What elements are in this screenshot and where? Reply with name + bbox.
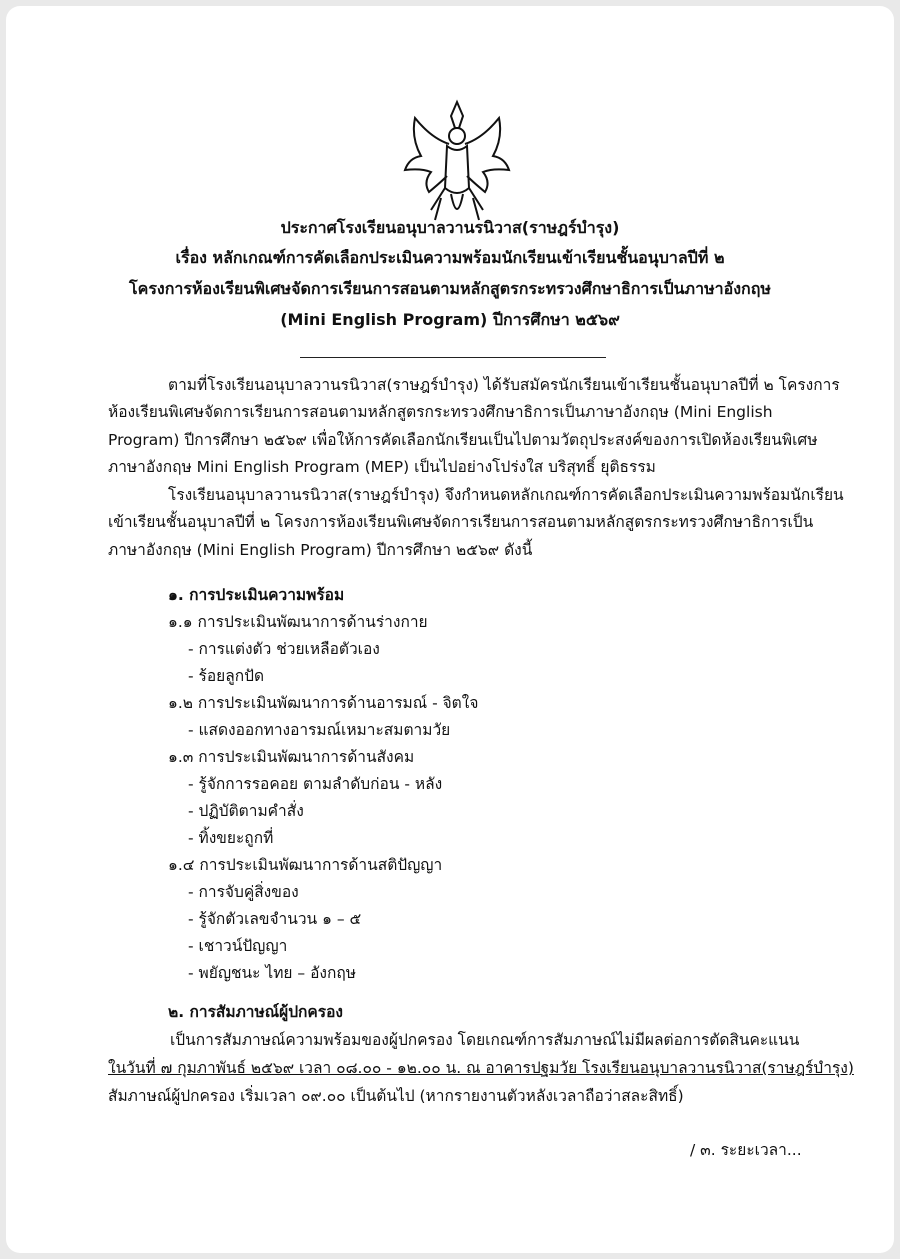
criteria-item: - ปฏิบัติตามคำสั่ง: [188, 802, 304, 820]
section1-title: ๑. การประเมินความพร้อม: [168, 586, 345, 604]
project-line: โครงการห้องเรียนพิเศษจัดการเรียนการสอนตามหลักสูตรกระทรวงศึกษาธิการเป็นภาษาอังกฤษ: [129, 279, 771, 298]
announcement-title: ประกาศโรงเรียนอนุบาลวานรนิวาส(ราษฎร์บำรุง): [280, 218, 620, 237]
criteria-heading: ๑.๓ การประเมินพัฒนาการด้านสังคม: [168, 748, 415, 766]
criteria-heading: ๑.๔ การประเมินพัฒนาการด้านสติปัญญา: [168, 856, 443, 874]
garuda-emblem-icon: [401, 98, 513, 226]
intro-line: ภาษาอังกฤษ (Mini English Program) ปีการศึกษา ๒๕๖๙ ดังนี้: [108, 541, 533, 559]
criteria-item: - เชาวน์ปัญญา: [188, 937, 288, 955]
program-year-line: (Mini English Program) ปีการศึกษา ๒๕๖๙: [280, 310, 620, 329]
intro-line: เข้าเรียนชั้นอนุบาลปีที่ ๒ โครงการห้องเรียนพิเศษจัดการเรียนการสอนตามหลักสูตรกระทรวงศึกษาธิการเป็น: [108, 513, 814, 531]
intro-line: โรงเรียนอนุบาลวานรนิวาส(ราษฎร์บำรุง) จึงกำหนดหลักเกณฑ์การคัดเลือกประเมินความพร้อมนักเรียน: [168, 486, 844, 504]
continued-marker: / ๓. ระยะเวลา...: [690, 1141, 802, 1159]
section2-title: ๒. การสัมภาษณ์ผู้ปกครอง: [168, 1003, 343, 1021]
criteria-item: - รู้จักตัวเลขจำนวน ๑ – ๕: [188, 910, 362, 928]
section2-text: สัมภาษณ์ผู้ปกครอง เริ่มเวลา ๐๙.๐๐ เป็นต้นไป (หากรายงานตัวหลังเวลาถือว่าสละสิทธิ์): [108, 1087, 684, 1105]
criteria-item: - การแต่งตัว ช่วยเหลือตัวเอง: [188, 640, 380, 658]
subject-line: เรื่อง หลักเกณฑ์การคัดเลือกประเมินความพร้อมนักเรียนเข้าเรียนชั้นอนุบาลปีที่ ๒: [175, 248, 725, 267]
criteria-item: - การจับคู่สิ่งของ: [188, 883, 299, 901]
criteria-item: - ทิ้งขยะถูกที่: [188, 829, 274, 847]
criteria-item: - แสดงออกทางอารมณ์เหมาะสมตามวัย: [188, 721, 451, 739]
intro-line: ตามที่โรงเรียนอนุบาลวานรนิวาส(ราษฎร์บำรุง) ได้รับสมัครนักเรียนเข้าเรียนชั้นอนุบาลปีที่ ๒ โครงการ: [168, 376, 840, 394]
section2-text: เป็นการสัมภาษณ์ความพร้อมของผู้ปกครอง โดยเกณฑ์การสัมภาษณ์ไม่มีผลต่อการตัดสินคะแนน: [170, 1031, 800, 1049]
criteria-item: - พยัญชนะ ไทย – อังกฤษ: [188, 964, 356, 982]
criteria-heading: ๑.๑ การประเมินพัฒนาการด้านร่างกาย: [168, 613, 428, 631]
criteria-item: - รู้จักการรอคอย ตามลำดับก่อน - หลัง: [188, 775, 443, 793]
title-divider: [300, 357, 606, 358]
intro-line: Program) ปีการศึกษา ๒๕๖๙ เพื่อให้การคัดเลือกนักเรียนเป็นไปตามวัตถุประสงค์ของการเปิดห้องเรียนพิเศษ: [108, 431, 818, 449]
intro-line: ห้องเรียนพิเศษจัดการเรียนการสอนตามหลักสูตรกระทรวงศึกษาธิการเป็นภาษาอังกฤษ (Mini English: [108, 403, 773, 421]
criteria-item: - ร้อยลูกปัด: [188, 667, 265, 685]
interview-date-line: ในวันที่ ๗ กุมภาพันธ์ ๒๕๖๙ เวลา ๐๘.๐๐ - ๑๒.๐๐ น. ณ อาคารปฐมวัย โรงเรียนอนุบาลวานรนิวาส(ราษฎร์บำรุง): [108, 1059, 854, 1077]
criteria-heading: ๑.๒ การประเมินพัฒนาการด้านอารมณ์ - จิตใจ: [168, 694, 479, 712]
intro-line: ภาษาอังกฤษ Mini English Program (MEP) เป็นไปอย่างโปร่งใส บริสุทธิ์ ยุติธรรม: [108, 458, 656, 476]
